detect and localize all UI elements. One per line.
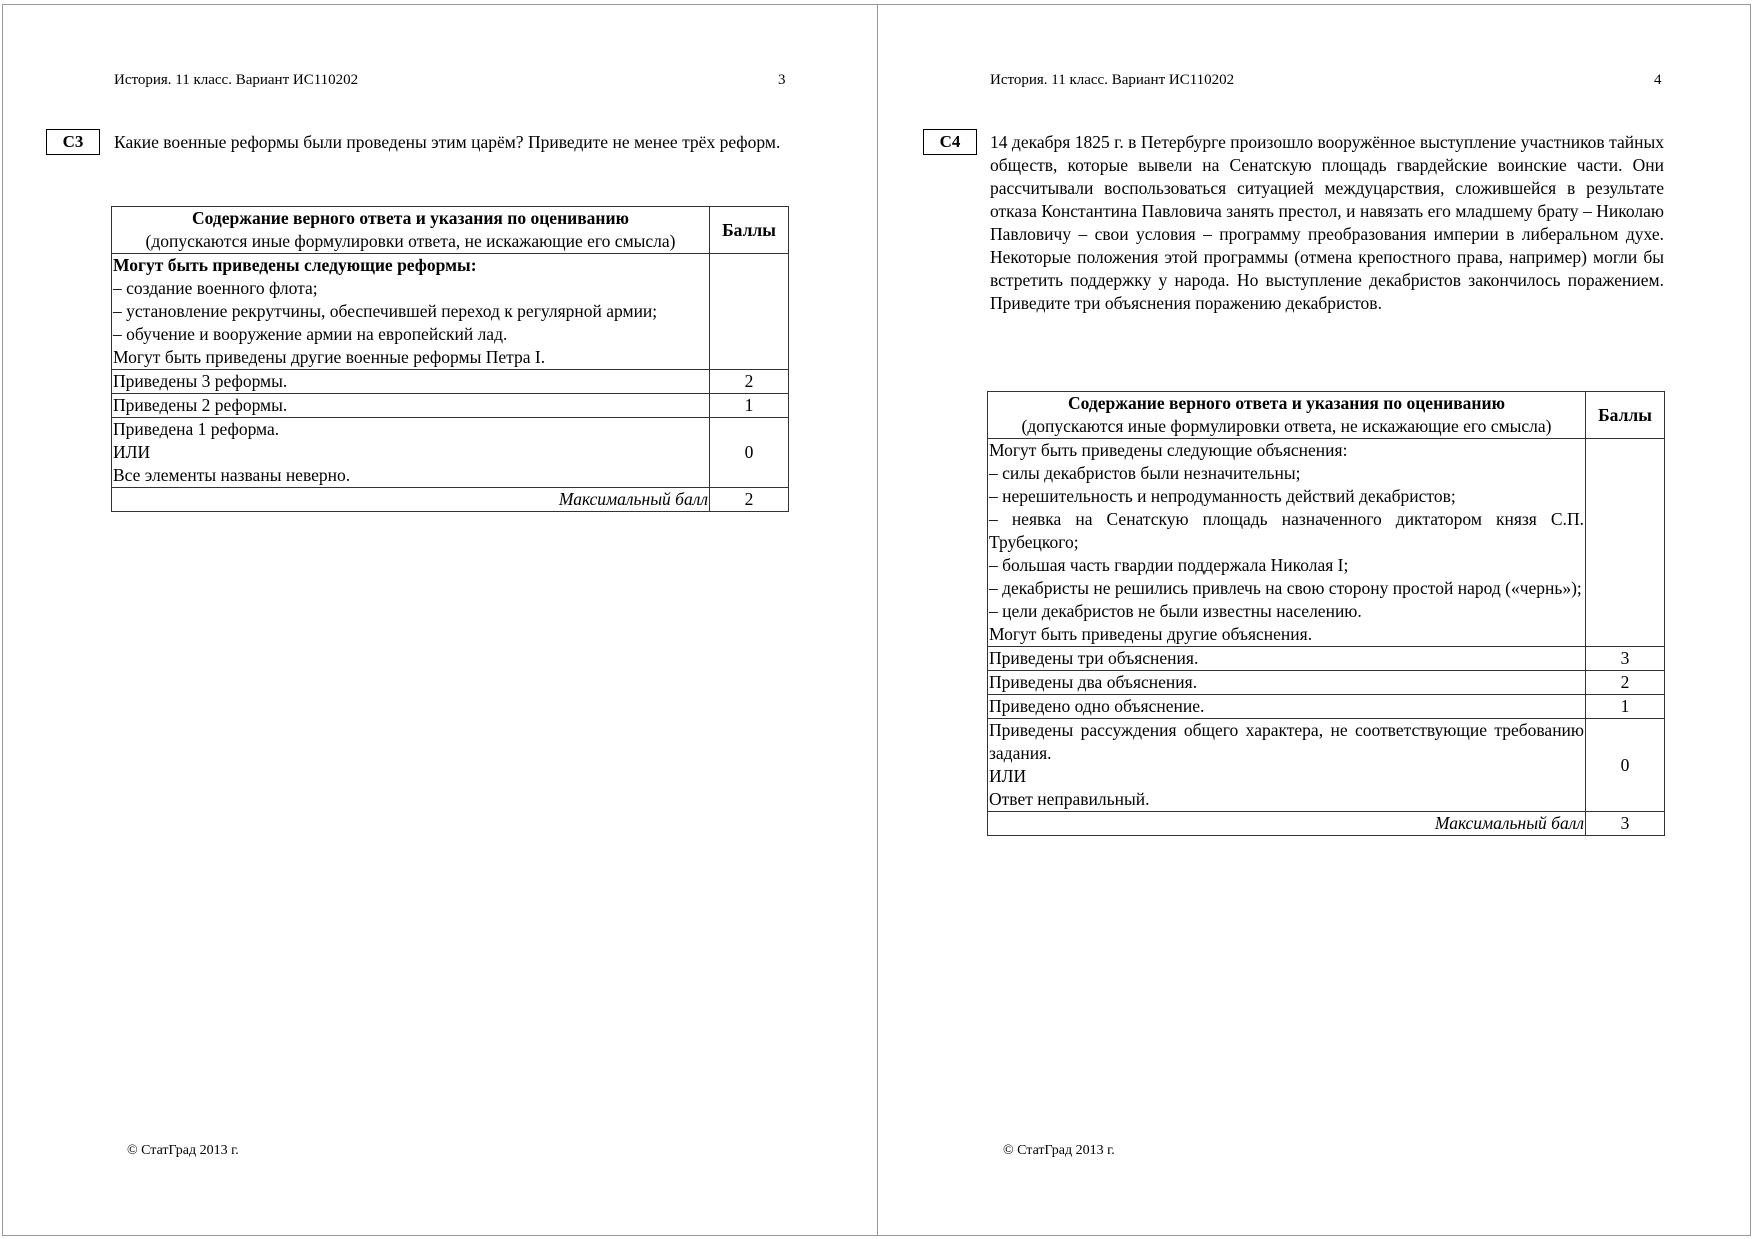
page-right	[877, 4, 1751, 1236]
criteria-line: ИЛИ	[989, 766, 1027, 786]
content-line: – неявка на Сенатскую площадь назначенного диктатором князя С.П. Трубецкого;	[989, 509, 1584, 552]
criteria-line: Приведены два объяснения.	[989, 672, 1198, 692]
criteria-cell	[988, 695, 1586, 719]
criteria-cell	[112, 418, 710, 488]
content-line: – обучение и вооружение армии на европейский лад.	[113, 324, 508, 344]
criteria-line: Все элементы названы неверно.	[113, 465, 351, 485]
content-line: – установление рекрутчины, обеспечившей переход к регулярной армии;	[113, 301, 658, 321]
content-line: – декабристы не решились привлечь на свою сторону простой народ («чернь»);	[989, 578, 1582, 598]
content-title: Могут быть приведены следующие реформы:	[113, 255, 477, 275]
page-number: 3	[778, 72, 786, 88]
content-line: Могут быть приведены другие военные реформы Петра I.	[113, 347, 546, 367]
table-header-cell	[112, 207, 710, 254]
answer-table	[111, 206, 789, 512]
page-footer: © СтатГрад 2013 г.	[1003, 1143, 1115, 1158]
table-header-title: Содержание верного ответа и указания по оцениванию	[192, 208, 629, 228]
criteria-cell	[988, 647, 1586, 671]
score-header: Баллы	[1586, 392, 1665, 439]
table-header-note: (допускаются иные формулировки ответа, не искажающие его смысла)	[145, 231, 676, 251]
answer-content-cell	[112, 254, 710, 370]
table-header-title: Содержание верного ответа и указания по оцениванию	[1068, 393, 1505, 413]
criteria-score: 1	[710, 394, 789, 418]
criteria-line: Ответ неправильный.	[989, 789, 1150, 809]
criteria-cell	[988, 671, 1586, 695]
table-header-cell	[988, 392, 1586, 439]
criteria-line: Приведено одно объяснение.	[989, 696, 1205, 716]
question-label: С3	[46, 129, 100, 155]
answer-content-score	[710, 254, 789, 370]
criteria-score: 1	[1586, 695, 1665, 719]
criteria-line: ИЛИ	[113, 442, 151, 462]
criteria-cell	[112, 394, 710, 418]
question-text: 14 декабря 1825 г. в Петербурге произошло вооружённое выступление участников тайных обществ, которые вывели на Сенатскую площадь гвардейские воинские части. Они рассчитывали воспользоваться ситуацией междуцарствия, сложившейся в результате отказа Константина Павловича занять престол, и навязать его младшему брату – Николаю Павловичу – свои условия – программу преобразования империи в либеральном духе. Некоторые положения этой программы (отмена крепостного права, например) могли бы встретить поддержку у народа. Но выступление декабристов закончилось поражением. Приведите три объяснения поражению декабристов.	[990, 132, 1664, 313]
content-line: – большая часть гвардии поддержала Николая I;	[989, 555, 1349, 575]
page-header: История. 11 класс. Вариант ИС110202	[990, 72, 1235, 88]
question-label: С4	[923, 129, 977, 155]
max-score-value: 3	[1586, 812, 1665, 836]
answer-table	[987, 391, 1665, 836]
question-text: Какие военные реформы были проведены этим царём? Приведите не менее трёх реформ.	[114, 132, 781, 152]
criteria-line: Приведены 3 реформы.	[113, 371, 288, 391]
criteria-score: 0	[1586, 719, 1665, 812]
page-number: 4	[1654, 72, 1662, 88]
page-left	[2, 4, 878, 1236]
criteria-line: Приведена 1 реформа.	[113, 419, 280, 439]
page-header: История. 11 класс. Вариант ИС110202	[114, 72, 359, 88]
max-score-label: Максимальный балл	[988, 812, 1586, 836]
criteria-score: 2	[1586, 671, 1665, 695]
content-line: Могут быть приведены другие объяснения.	[989, 624, 1313, 644]
answer-content-score	[1586, 439, 1665, 647]
criteria-line: Приведены рассуждения общего характера, не соответствующие требованию задания.	[989, 720, 1584, 763]
criteria-line: Приведены 2 реформы.	[113, 395, 288, 415]
content-line: Могут быть приведены следующие объяснения:	[989, 440, 1348, 460]
criteria-line: Приведены три объяснения.	[989, 648, 1199, 668]
criteria-cell	[988, 719, 1586, 812]
content-line: – нерешительность и непродуманность действий декабристов;	[989, 486, 1456, 506]
answer-content-cell	[988, 439, 1586, 647]
criteria-score: 0	[710, 418, 789, 488]
max-score-value: 2	[710, 488, 789, 512]
table-header-note: (допускаются иные формулировки ответа, не искажающие его смысла)	[1021, 416, 1552, 436]
content-line: – создание военного флота;	[113, 278, 318, 298]
score-header: Баллы	[710, 207, 789, 254]
max-score-label: Максимальный балл	[112, 488, 710, 512]
content-line: – силы декабристов были незначительны;	[989, 463, 1301, 483]
criteria-score: 3	[1586, 647, 1665, 671]
content-line: – цели декабристов не были известны населению.	[989, 601, 1362, 621]
criteria-cell	[112, 370, 710, 394]
criteria-score: 2	[710, 370, 789, 394]
page-footer: © СтатГрад 2013 г.	[127, 1143, 239, 1158]
